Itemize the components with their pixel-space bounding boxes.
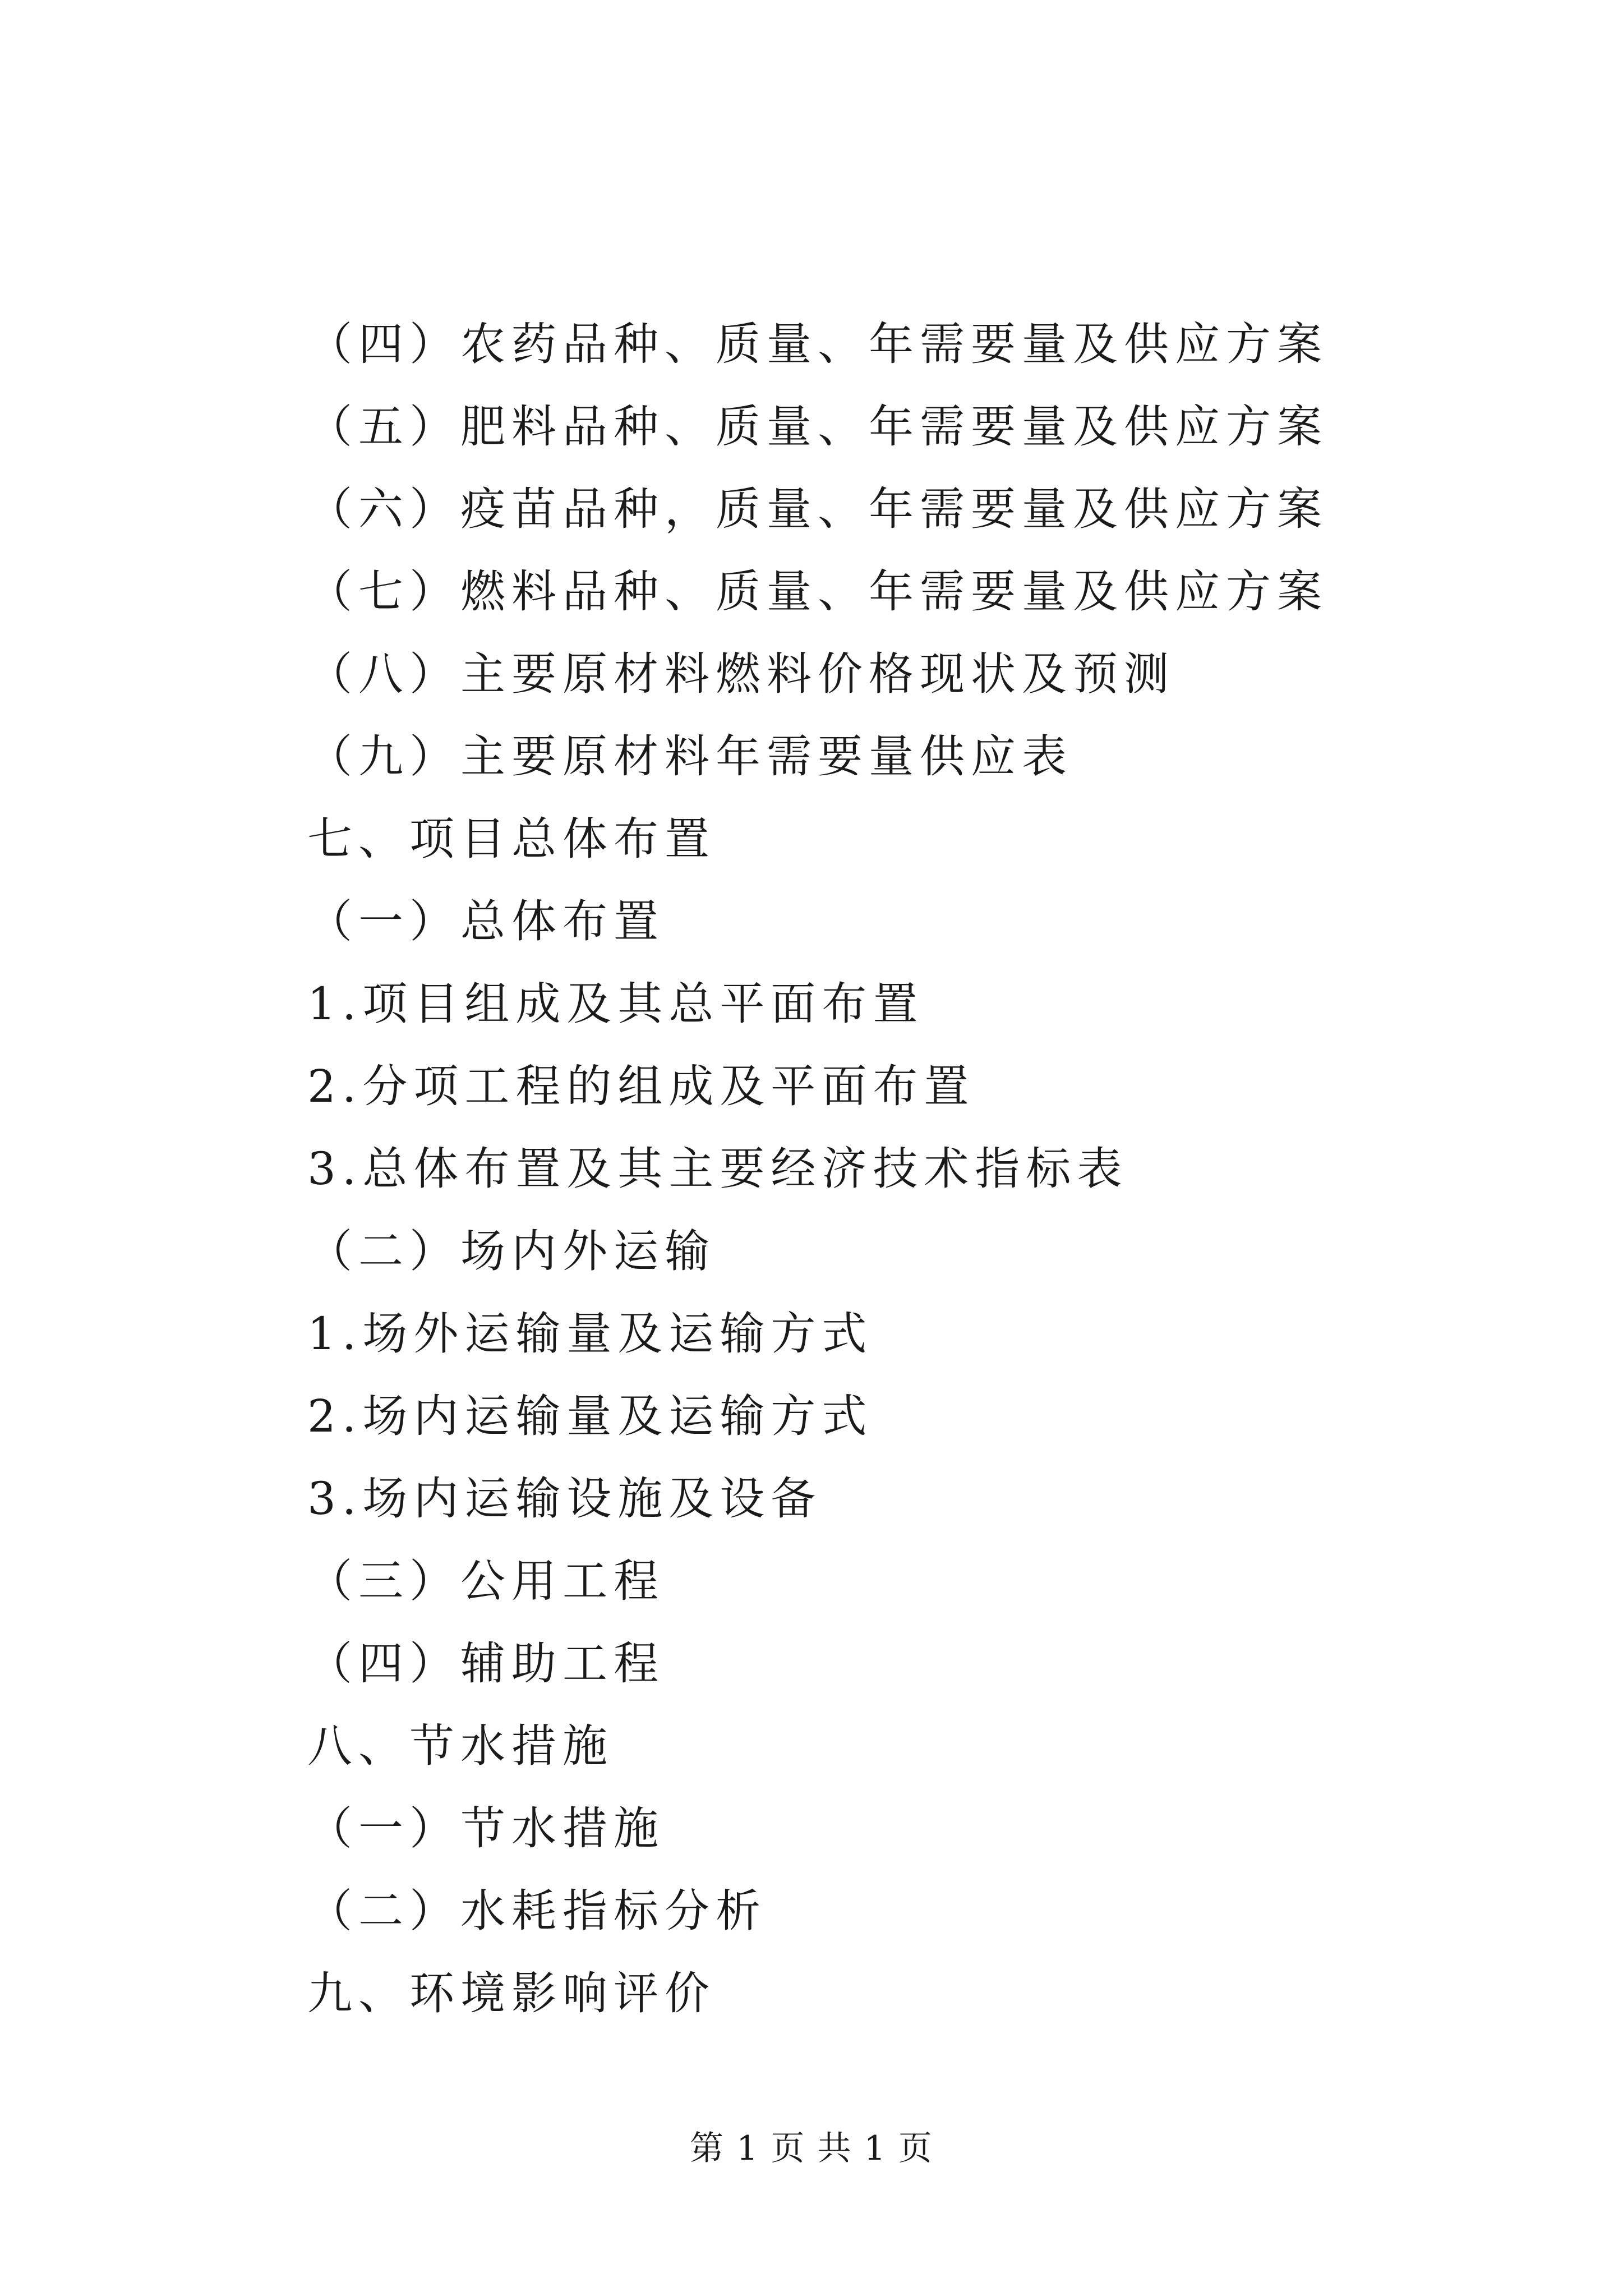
- text-line: （二）场内外运输: [307, 1225, 716, 1277]
- text-line: （四）辅助工程: [307, 1637, 665, 1690]
- text-line: （一）总体布置: [307, 895, 665, 947]
- text-line: （二）水耗指标分析: [307, 1885, 767, 1937]
- text-line: （五）肥料品种、质量、年需要量及供应方案: [307, 401, 1328, 453]
- text-line: 3.总体布置及其主要经济技术指标表: [307, 1143, 1128, 1195]
- text-line: 1.项目组成及其总平面布置: [307, 978, 924, 1030]
- text-line: （六）疫苗品种，质量、年需要量及供应方案: [307, 483, 1328, 535]
- text-line: 1.场外运输量及运输方式: [307, 1308, 873, 1360]
- text-line: （七）燃料品种、质量、年需要量及供应方案: [307, 565, 1328, 618]
- text-line: （九）主要原材料年需要量供应表: [307, 730, 1073, 783]
- section-heading: 九、环境影响评价: [307, 1967, 716, 2019]
- text-line: 3.场内运输设施及设备: [307, 1473, 822, 1525]
- text-line: （三）公用工程: [307, 1555, 665, 1607]
- section-heading: 七、项目总体布置: [307, 813, 716, 865]
- text-line: （八）主要原材料燃料价格现状及预测: [307, 648, 1175, 700]
- text-line: 2.分项工程的组成及平面布置: [307, 1060, 975, 1112]
- text-line: （一）节水措施: [307, 1802, 665, 1855]
- text-line: 2.场内运输量及运输方式: [307, 1390, 873, 1442]
- section-heading: 八、节水措施: [307, 1720, 614, 1772]
- text-line: （四）农药品种、质量、年需要量及供应方案: [307, 318, 1328, 370]
- page-footer: 第 1 页 共 1 页: [690, 2129, 933, 2168]
- document-body: [307, 303, 1541, 2035]
